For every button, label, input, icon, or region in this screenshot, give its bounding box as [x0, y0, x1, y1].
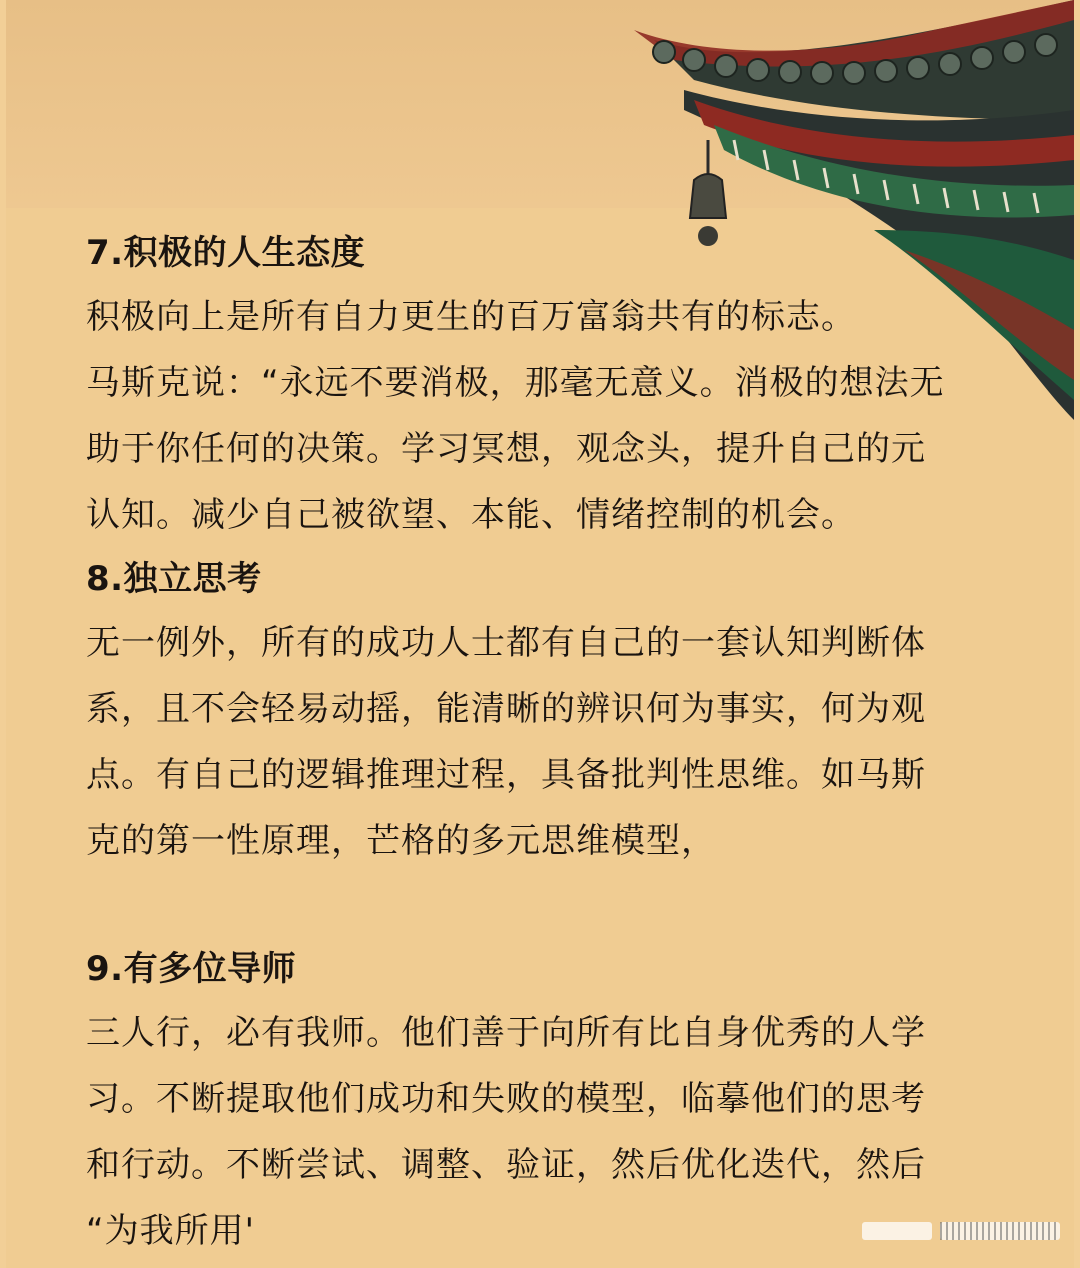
- section-9-line: 三人行，必有我师。他们善于向所有比自身优秀的人学: [86, 1013, 926, 1053]
- article-page: [6, 0, 1074, 1268]
- section-spacer: [86, 874, 1006, 938]
- section-8-line: 点。有自己的逻辑推理过程，具备批判性思维。如马斯: [86, 755, 926, 795]
- section-7-heading: 7.积极的人生态度: [86, 233, 366, 273]
- platform-watermark-logo: [862, 1216, 1062, 1246]
- section-9-line: “为我所用': [86, 1211, 255, 1251]
- section-8-line: 无一例外，所有的成功人士都有自己的一套认知判断体: [86, 623, 926, 663]
- article-body: [86, 222, 1006, 1264]
- section-8-line: 系，且不会轻易动摇，能清晰的辨识何为事实，何为观: [86, 689, 926, 729]
- section-7-line: 马斯克说：“永远不要消极，那毫无意义。消极的想法无: [86, 363, 945, 403]
- section-7-line: 积极向上是所有自力更生的百万富翁共有的标志。: [86, 297, 856, 337]
- section-7-line: 认知。减少自己被欲望、本能、情绪控制的机会。: [86, 495, 856, 535]
- section-9-line: 和行动。不断尝试、调整、验证，然后优化迭代，然后: [86, 1145, 926, 1185]
- section-9-line: 习。不断提取他们成功和失败的模型，临摹他们的思考: [86, 1079, 926, 1119]
- section-8-heading: 8.独立思考: [86, 559, 262, 599]
- section-9-heading: 9.有多位导师: [86, 949, 297, 989]
- section-7-line: 助于你任何的决策。学习冥想，观念头，提升自己的元: [86, 429, 926, 469]
- section-8-line: 克的第一性原理，芒格的多元思维模型，: [86, 821, 716, 861]
